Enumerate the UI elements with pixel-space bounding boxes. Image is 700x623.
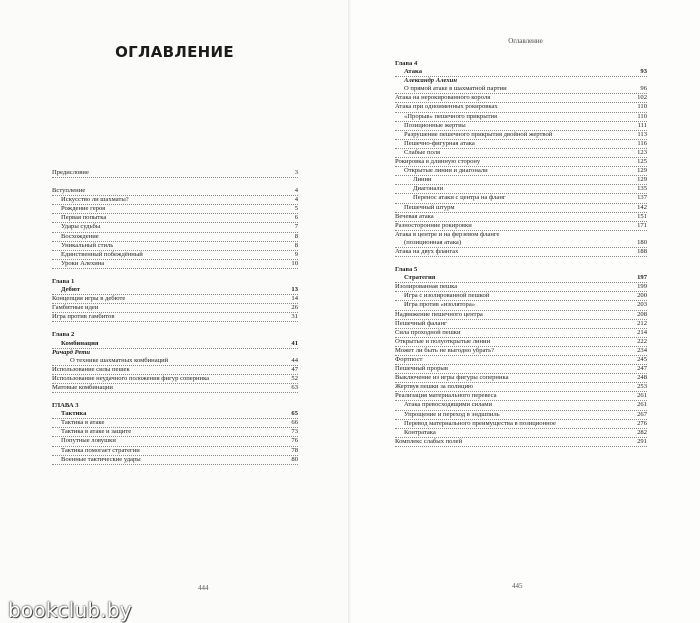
toc-entry-title: Позиционные жертвы (404, 121, 466, 129)
toc-entry-title: Пешечный штурм (404, 203, 455, 211)
toc-entry (52, 456, 298, 465)
toc-entry (52, 437, 298, 446)
toc-entry (395, 438, 647, 447)
toc-entry-page: 142 (637, 203, 647, 211)
toc-entry-title: Надвижение пешечного центра (395, 310, 483, 318)
toc-entry-title: Попутные ловушки (61, 437, 116, 445)
toc-entry (395, 311, 647, 320)
toc-entry (395, 85, 647, 94)
toc-entry-page: 261 (637, 401, 647, 409)
toc-entry-title: Игра против «изолятора» (404, 301, 476, 309)
toc-entry-page: 8 (294, 241, 298, 249)
toc-entry (395, 149, 647, 158)
toc-entry-page: 52 (291, 374, 298, 382)
toc-entry-title: Перевод материального преимущества в позиционное (404, 419, 556, 427)
toc-entry-page: 102 (637, 94, 647, 102)
toc-entry-title: Тактика в атаке и защите (61, 428, 132, 436)
toc-entry-title: Диагонали (413, 185, 444, 193)
toc-entry-title: Использование силы пешек (52, 365, 130, 373)
toc-entry-title: Тактика в атаке (61, 419, 105, 427)
toc-entry (395, 231, 647, 239)
toc-entry-title: Уникальный стиль (61, 241, 114, 249)
toc-entry (395, 77, 647, 85)
toc-entry (52, 260, 298, 269)
toc-entry-page: 234 (637, 346, 647, 354)
toc-entry-page: 13 (291, 286, 298, 294)
toc-entry-page: 78 (291, 446, 298, 454)
left-toc (52, 169, 298, 465)
toc-entry-page: 129 (637, 176, 647, 184)
toc-entry (395, 392, 647, 401)
toc-entry (395, 204, 647, 213)
toc-entry (52, 340, 298, 349)
toc-entry (395, 292, 647, 301)
toc-entry (395, 194, 647, 203)
toc-entry (395, 131, 647, 140)
toc-entry-title: Атака превосходящими силами (404, 401, 492, 409)
toc-entry (52, 223, 298, 232)
right-page (351, 0, 700, 623)
toc-entry (52, 447, 298, 456)
toc-entry (52, 178, 298, 187)
toc-entry-page: 14 (291, 295, 298, 303)
toc-entry (395, 122, 647, 131)
toc-entry-page: 9 (294, 250, 298, 258)
toc-entry-page: 63 (291, 383, 298, 391)
toc-entry-title: Открытые и полуоткрытые линии (395, 337, 491, 345)
right-toc (395, 60, 647, 447)
toc-entry (395, 411, 647, 420)
toc-entry (395, 356, 647, 365)
toc-entry-page: 123 (637, 148, 647, 156)
toc-entry (52, 313, 298, 322)
toc-entry (395, 257, 647, 266)
toc-entry (395, 94, 647, 103)
toc-entry-page: 3 (294, 169, 298, 176)
toc-entry-page: 116 (637, 139, 647, 147)
toc-entry-title: Контратака (404, 428, 436, 436)
toc-entry (395, 222, 647, 231)
toc-entry-page: 111 (637, 121, 647, 129)
toc-entry (395, 320, 647, 329)
toc-entry-page: 245 (637, 356, 647, 363)
toc-entry-title: Военные тактические удары (61, 455, 141, 463)
watermark-logo: bookclub.by (8, 598, 132, 622)
toc-entry-title: Гамбитные идеи (52, 304, 99, 312)
toc-entry-title: Дебют (61, 286, 81, 294)
toc-entry-page: 253 (637, 383, 647, 391)
toc-entry (395, 401, 647, 410)
toc-entry-page: 31 (291, 313, 298, 321)
toc-entry-title: Реализация материального перевеса (395, 392, 497, 400)
toc-entry (52, 278, 298, 286)
toc-entry-title: Использование неудачного положения фигур соперника (52, 374, 210, 382)
toc-entry-page: 26 (291, 304, 298, 312)
toc-entry (52, 366, 298, 375)
toc-entry-title: Изолированная пешка (395, 283, 458, 291)
toc-entry-page: 110 (637, 112, 647, 120)
toc-entry-title: Игра с изолированной пешкой (404, 292, 490, 300)
toc-entry-page: 66 (291, 419, 298, 427)
toc-entry (52, 304, 298, 313)
toc-entry-title: Александр Алехин (404, 77, 457, 85)
toc-entry-title: Концепция игры в дебюте (52, 295, 126, 303)
toc-entry (395, 429, 647, 438)
toc-entry-title: Первая попытка (61, 214, 107, 222)
toc-entry-page: 73 (291, 428, 298, 436)
toc-entry (52, 375, 298, 384)
toc-entry (395, 329, 647, 338)
toc-entry-title: Рождение героя (61, 205, 106, 213)
toc-entry-title: Вступление (52, 187, 86, 195)
toc-entry-title: Атака в центре и на ферзевом фланге (395, 230, 500, 238)
toc-entry (395, 239, 647, 248)
running-header: Оглавление (508, 37, 543, 45)
toc-entry-page: 110 (637, 103, 647, 111)
toc-entry-page: 93 (640, 68, 647, 76)
toc-entry-title: Выключение из игры фигуры соперника (395, 374, 509, 382)
toc-entry-page: 137 (637, 194, 647, 202)
toc-entry-title: Стратегия (404, 274, 436, 282)
toc-entry-page: 200 (637, 292, 647, 300)
toc-entry (52, 384, 298, 393)
toc-entry-title: Разрушение пешечного прикрытия двойной жертвой (404, 130, 553, 138)
toc-entry-title: Открытые линии и диагонали (404, 167, 488, 175)
toc-entry (52, 196, 298, 205)
toc-entry-title: Комплекс слабых полей (395, 437, 463, 445)
toc-entry (395, 374, 647, 383)
toc-entry (52, 357, 298, 366)
toc-entry-page: 76 (291, 437, 298, 445)
toc-entry-title: Тактика помогает стратегии (61, 446, 140, 454)
toc-entry (52, 214, 298, 223)
toc-entry-page: 212 (637, 319, 647, 327)
toc-entry-page: 151 (637, 212, 647, 220)
toc-entry-title: О технике шахматных комбинаций (70, 356, 169, 364)
toc-entry-title: Рокировка в длинную сторону (395, 158, 481, 166)
toc-entry (395, 301, 647, 310)
toc-entry-title: ГЛАВА 3 (52, 402, 79, 410)
toc-entry (395, 113, 647, 122)
toc-entry-title: Ричард Рети (52, 348, 91, 356)
toc-entry (52, 286, 298, 295)
toc-entry-title: «Прорыв» пешечного прикрытия (404, 112, 498, 120)
toc-entry-page: 248 (637, 374, 647, 382)
toc-entry-title: Слабые поля (404, 148, 441, 156)
toc-entry-title: Пешечный фаланг (395, 319, 447, 327)
toc-entry-title: Пешечно-фигурная атака (404, 139, 475, 147)
toc-entry-title: Восхождение (61, 232, 99, 240)
toc-entry-title: Глава 5 (395, 266, 418, 274)
toc-entry-title: Пешечный прорыв (395, 365, 448, 373)
toc-entry-page: 188 (637, 247, 647, 255)
toc-entry (395, 420, 647, 429)
toc-entry (395, 213, 647, 222)
toc-entry (395, 274, 647, 283)
right-page-number: 445 (512, 582, 523, 590)
toc-entry-page: 129 (637, 167, 647, 175)
toc-entry-page: 208 (637, 310, 647, 318)
toc-entry-title: Атака (404, 68, 423, 76)
toc-entry (52, 169, 298, 178)
toc-entry (395, 338, 647, 347)
toc-entry-page: 261 (637, 392, 647, 400)
toc-entry-page: 8 (294, 232, 298, 240)
toc-entry-page: 80 (291, 455, 298, 463)
toc-entry-title: Фортпост (395, 356, 423, 363)
toc-entry-page: 222 (637, 337, 647, 345)
toc-entry (52, 331, 298, 339)
toc-entry-page: 267 (637, 410, 647, 418)
toc-entry-title: Игра против гамбитов (52, 313, 115, 321)
toc-entry-page: 4 (294, 196, 298, 204)
toc-entry-title: Сила проходной пешки (395, 328, 461, 336)
toc-entry-page: 203 (637, 301, 647, 309)
toc-entry-title: (позиционная атака) (404, 238, 462, 246)
toc-entry (52, 251, 298, 260)
toc-entry (52, 295, 298, 304)
toc-entry-page: 135 (637, 185, 647, 193)
left-page (0, 0, 349, 623)
toc-entry (395, 383, 647, 392)
toc-entry (52, 205, 298, 214)
toc-entry (395, 266, 647, 274)
toc-entry-page: 4 (294, 187, 298, 195)
toc-entry (395, 248, 647, 257)
toc-entry (52, 402, 298, 410)
toc-entry-title: Глава 2 (52, 331, 75, 339)
toc-entry-page: 125 (637, 158, 647, 166)
toc-entry-title: Перенос атаки с центра на фланг (413, 194, 506, 202)
toc-entry-page: 47 (291, 365, 298, 373)
toc-entry-title: Вечевая атака (395, 212, 434, 220)
toc-entry-title: Глава 1 (52, 277, 75, 285)
toc-entry-page: 197 (637, 274, 647, 282)
toc-entry-title: Тактика (61, 410, 87, 418)
toc-entry-page: 291 (637, 437, 647, 445)
toc-entry-page: 171 (637, 221, 647, 229)
toc-entry-title: Атака при одноименных рокировках (395, 103, 498, 111)
toc-entry-page: 41 (291, 339, 298, 347)
toc-entry (395, 185, 647, 194)
toc-entry (52, 187, 298, 196)
toc-entry (52, 410, 298, 419)
toc-entry-title: Может ли быть не выгодно убрать? (395, 346, 495, 354)
toc-entry-page: 214 (637, 328, 647, 336)
toc-entry-title: Комбинация (61, 339, 99, 347)
toc-entry-title: Матовые комбинации (52, 383, 113, 391)
page-title: ОГЛАВЛЕНИЕ (115, 43, 234, 61)
toc-entry-title: О прямой атаке в шахматной партии (404, 85, 507, 93)
toc-entry (52, 269, 298, 278)
toc-entry (395, 158, 647, 167)
toc-entry (395, 347, 647, 356)
toc-entry (395, 176, 647, 185)
toc-entry-page: 282 (637, 428, 647, 436)
toc-entry (395, 167, 647, 176)
left-page-number: 444 (198, 584, 209, 592)
toc-entry-title: Атака на двух флангах (395, 247, 459, 255)
toc-entry-page: 6 (294, 214, 298, 222)
toc-entry (395, 283, 647, 292)
toc-entry (52, 428, 298, 437)
toc-entry-title: Удары судьбы (61, 223, 101, 231)
toc-entry-title: Атака на нерокированного короля (395, 94, 491, 102)
toc-entry-page: 199 (637, 283, 647, 291)
toc-entry-page: 96 (640, 85, 647, 93)
toc-entry-title: Уроки Алехина (61, 259, 105, 267)
toc-entry-page: 5 (294, 205, 298, 213)
toc-entry (395, 103, 647, 112)
toc-entry (52, 233, 298, 242)
toc-entry (395, 60, 647, 68)
toc-entry-title: Упрощение и переход в эндшпиль (404, 410, 500, 418)
toc-entry-page: 180 (637, 238, 647, 246)
toc-entry-page: 113 (637, 130, 647, 138)
toc-entry-title: Жертвуя пешки за полицию (395, 383, 473, 391)
toc-entry (395, 365, 647, 374)
toc-entry (395, 140, 647, 149)
toc-entry-title: Глава 4 (395, 60, 418, 67)
toc-entry-page: 65 (291, 410, 298, 418)
toc-entry (52, 242, 298, 251)
toc-entry-page: 44 (291, 356, 298, 364)
toc-entry (52, 322, 298, 331)
toc-entry (52, 419, 298, 428)
toc-entry-title: Предисловие (52, 169, 89, 176)
toc-entry-title: Искусство ли шахматы? (61, 196, 129, 204)
toc-entry-title: Линии (413, 176, 432, 184)
toc-entry (52, 393, 298, 402)
toc-entry-page: 276 (637, 419, 647, 427)
toc-entry (52, 349, 298, 357)
toc-entry-page: 10 (291, 259, 298, 267)
toc-entry-title: Разносторонние рокировки (395, 221, 472, 229)
toc-entry-page: 7 (294, 223, 298, 231)
toc-entry (395, 68, 647, 77)
toc-entry-page: 247 (637, 365, 647, 373)
toc-entry-title: Единственный побеждённый (61, 250, 143, 258)
